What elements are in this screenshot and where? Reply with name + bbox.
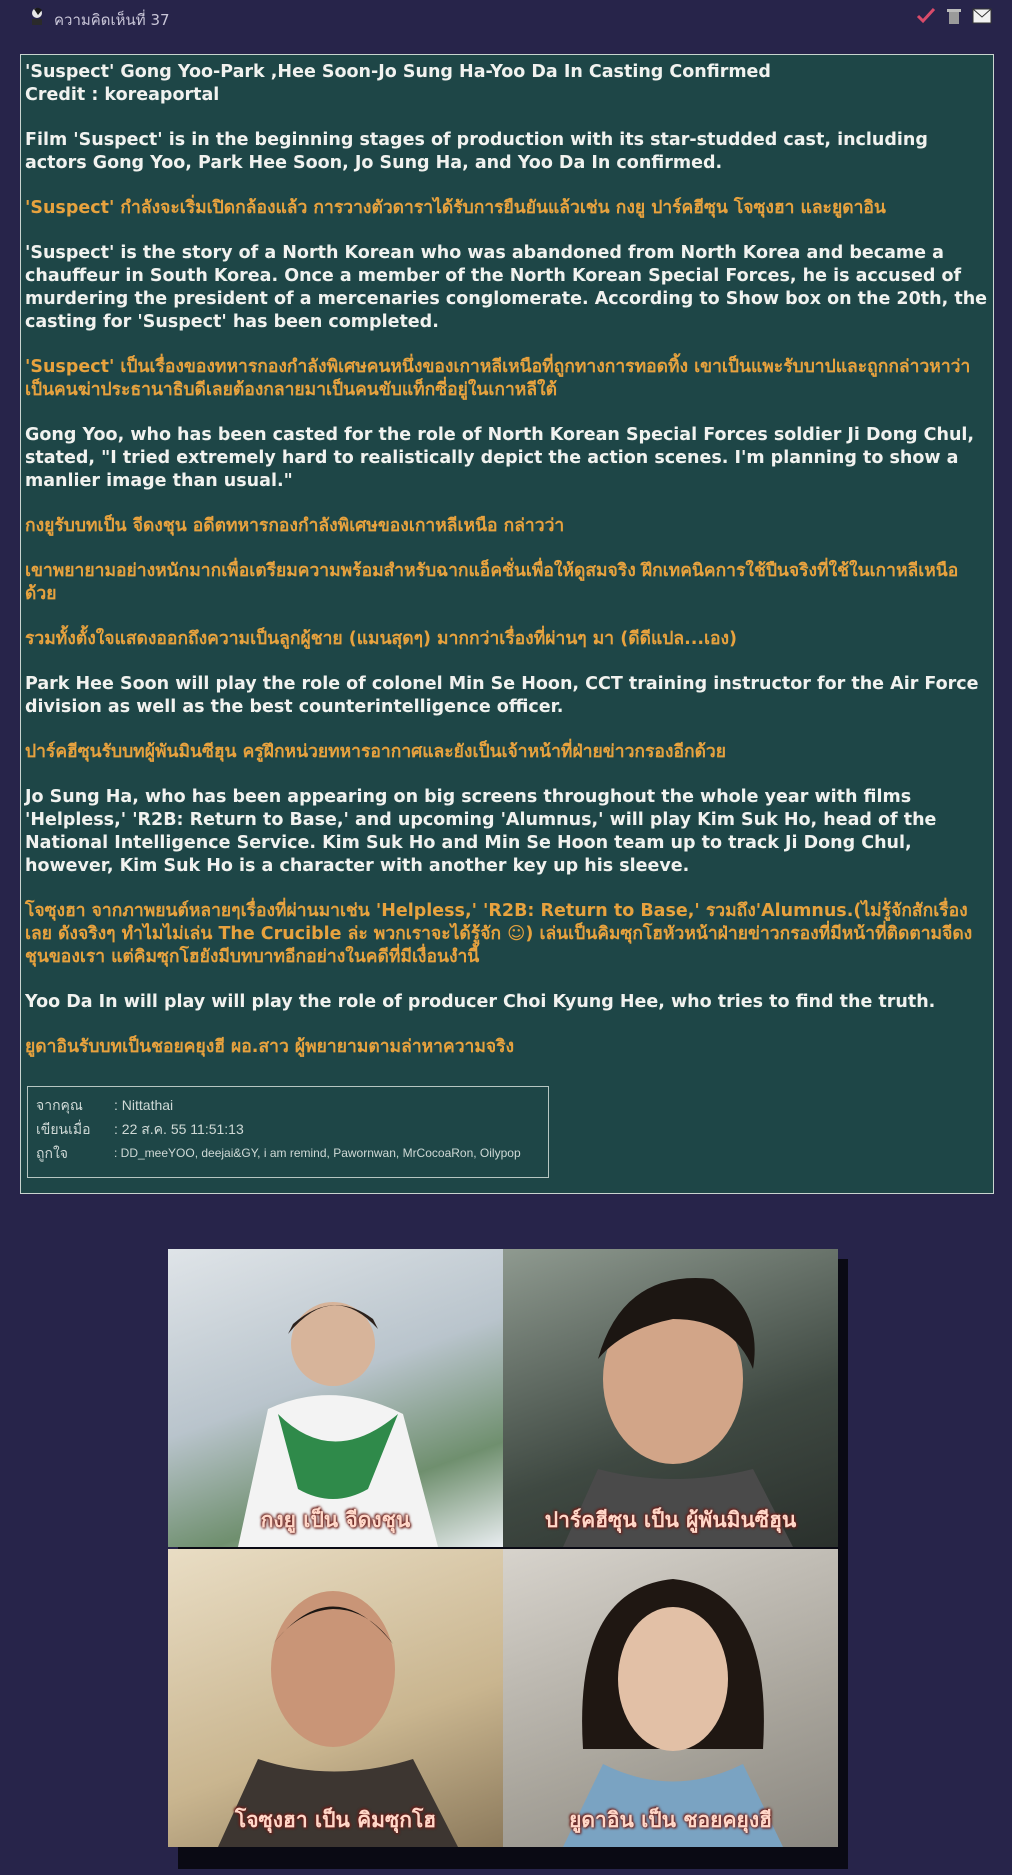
comment-meta-box (27, 1086, 549, 1178)
cast-collage-image (168, 1249, 838, 1849)
cast-photo-park-hee-soon (503, 1249, 838, 1547)
comment-header (0, 0, 1012, 34)
post-title: 'Suspect' Gong Yoo-Park ,Hee Soon-Jo Sung Ha-Yoo Da In Casting Confirmed (25, 62, 771, 82)
meta-date-label: เขียนเมื่อ (36, 1121, 91, 1137)
thai-paragraph: รวมทั้งตั้งใจแสดงออกถึงความเป็นลูกผู้ชาย (แมนสุดๆ) มากกว่าเรื่องที่ผ่านๆ มา (ดีดีแปล...เอง) (25, 629, 738, 649)
meta-likes-row (36, 1141, 540, 1165)
english-paragraph: Gong Yoo, who has been casted for the role of North Korean Special Forces soldier Ji Dong Chul, stated, "I tried extremely hard to realistically depict the action scenes. I'm planning to show a manlier image than usual." (25, 425, 975, 491)
comment-number-title: ความคิดเห็นที่ 37 (54, 11, 170, 29)
thai-paragraph: กงยูรับบทเป็น จีดงชุน อดีตทหารกองกำลังพิเศษของเกาหลีเหนือ กล่าวว่า (25, 516, 565, 536)
meta-author-value[interactable]: : Nittathai (114, 1097, 174, 1113)
comment-body (20, 54, 994, 1194)
caption-yoo-da-in: ยูดาอิน เป็น ชอยคยุงฮี (569, 1808, 772, 1832)
approve-check-icon[interactable] (916, 6, 936, 26)
cast-photo-gong-yoo (168, 1249, 503, 1547)
post-paragraphs (25, 129, 989, 1059)
meta-likes-label: ถูกใจ (36, 1145, 68, 1161)
english-paragraph: Film 'Suspect' is in the beginning stages of production with its star-studded cast, including actors Gong Yoo, Park Hee Soon, Jo Sung Ha, and Yoo Da In confirmed. (25, 130, 928, 173)
thai-paragraph: ยูดาอินรับบทเป็นชอยคยุงฮี ผอ.สาว ผู้พยายามตามล่าหาความจริง (25, 1037, 515, 1057)
caption-park-hee-soon: ปาร์คฮีซุน เป็น ผู้พันมินซีฮุน (544, 1508, 797, 1532)
english-paragraph: Park Hee Soon will play the role of colonel Min Se Hoon, CCT training instructor for the Air Force division as well as the best counterintelligence officer. (25, 674, 979, 717)
meta-date-row (36, 1117, 540, 1141)
avatar-icon (28, 6, 46, 26)
caption-gong-yoo: กงยู เป็น จีดงชุน (260, 1508, 411, 1532)
message-icon[interactable] (972, 6, 992, 26)
thai-paragraph: โจซุงฮา จากภาพยนต์หลายๆเรื่องที่ผ่านมาเช่น 'Helpless,' 'R2B: Return to Base,' รวมถึง'Alumnus.(ไม่รู้จักสักเรื่องเลย ดังจริงๆ ทำไมไม่เล่น The Crucible ล่ะ พวกเราจะได้รู้จัก ☺) เล่นเป็นคิมซุกโฮหัวหน้าฝ่ายข่าวกรองที่มีหน้าที่ติดตามจีดงชุนของเรา แต่คิมซุกโฮยังมีบทบาทอีกอย่างในคดีที่มีเงื่อนงำนี้ (25, 901, 973, 967)
cast-photo-jo-sung-ha (168, 1549, 503, 1847)
thai-paragraph: 'Suspect' เป็นเรื่องของทหารกองกำลังพิเศษคนหนึ่งของเกาหลีเหนือที่ถูกทางการทอดทิ้ง เขาเป็นแพะรับบาปและถูกกล่าวหาว่าเป็นคนฆ่าประธานาธิบดีเลยต้องกลายมาเป็นคนขับแท็กซี่อยู่ในเกาหลีใต้ (25, 357, 971, 400)
cast-photo-yoo-da-in (503, 1549, 838, 1847)
english-paragraph: Jo Sung Ha, who has been appearing on big screens throughout the whole year with films 'Helpless,' 'R2B: Return to Base,' and upcoming 'Alumnus,' will play Kim Suk Ho, head of the National Intelligence Service. Kim Suk Ho and Min Se Hoon team up to track Ji Dong Chul, however, Kim Suk Ho is a character with another key up his sleeve. (25, 787, 937, 876)
thai-paragraph: 'Suspect' กำลังจะเริ่มเปิดกล้องแล้ว การวางตัวดาราได้รับการยืนยันแล้วเช่น กงยู ปาร์คฮีซุน โจซุงฮา และยูดาอิน (25, 198, 886, 218)
english-paragraph: 'Suspect' is the story of a North Korean who was abandoned from North Korea and became a chauffeur in South Korea. Once a member of the North Korean Special Forces, he is accused of murdering the president of a mercenaries conglomerate. According to Show box on the 20th, the casting for 'Suspect' has been completed. (25, 243, 988, 332)
meta-author-row (36, 1093, 540, 1117)
meta-likes-value[interactable]: : DD_meeYOO, deejai&GY, i am remind, Pawornwan, MrCocoaRon, Oilypop (114, 1146, 521, 1160)
trash-icon[interactable] (944, 6, 964, 26)
caption-jo-sung-ha: โจซุงฮา เป็น คิมซุกโฮ (234, 1808, 437, 1832)
english-paragraph: Yoo Da In will play will play the role of producer Choi Kyung Hee, who tries to find the truth. (25, 992, 936, 1012)
meta-date-value: : 22 ส.ค. 55 11:51:13 (114, 1121, 244, 1137)
meta-author-label: จากคุณ (36, 1097, 83, 1113)
post-heading (25, 61, 989, 107)
comment-actions (916, 6, 992, 26)
thai-paragraph: ปาร์คฮีซุนรับบทผู้พันมินซีฮุน ครูฝึกหน่วยทหารอากาศและยังเป็นเจ้าหน้าที่ฝ่ายข่าวกรองอีกด้วย (25, 742, 727, 762)
thai-paragraph: เขาพยายามอย่างหนักมากเพื่อเตรียมความพร้อมสำหรับฉากแอ็คชั่นเพื่อให้ดูสมจริง ฝึกเทคนิคการใช้ปืนจริงที่ใช้ในเกาหลีเหนือด้วย (25, 561, 959, 604)
post-credit: Credit : koreaportal (25, 85, 220, 105)
